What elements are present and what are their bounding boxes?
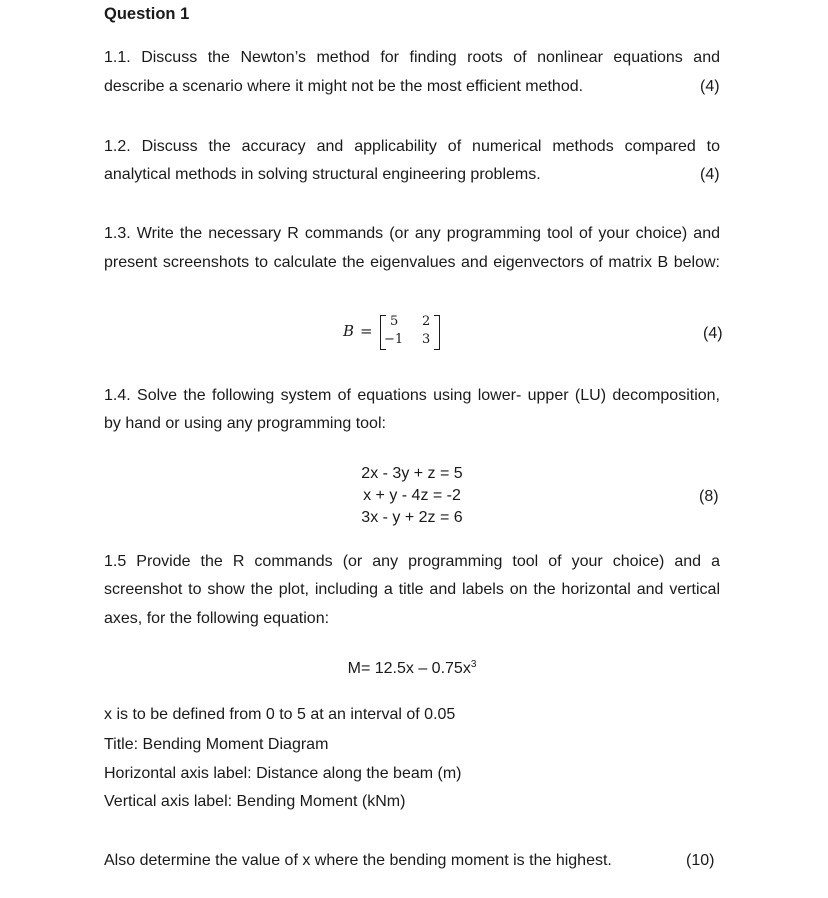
- detail-vertical-label: Vertical axis label: Bending Moment (kNm): [104, 793, 406, 810]
- q1-5-line3: axes, for the following equation:: [104, 610, 330, 627]
- matrix-equals: =: [360, 322, 373, 340]
- equation-exponent: 3: [470, 659, 477, 670]
- equation-3: 3x - y + 2z = 6: [361, 509, 463, 526]
- matrix-cell-r1c2: 2: [422, 314, 431, 329]
- equation-1: 2x - 3y + z = 5: [361, 465, 463, 482]
- q1-5-line2: screenshot to show the plot, including a title and labels on the horizontal and vertical: [104, 581, 720, 598]
- q1-4-line2: by hand or using any programming tool:: [104, 415, 386, 432]
- detail-horizontal-label: Horizontal axis label: Distance along the beam (m): [104, 765, 462, 782]
- q1-2-line1: 1.2. Discuss the accuracy and applicability of numerical methods compared to: [104, 138, 720, 155]
- equation-2: x + y - 4z = -2: [363, 487, 461, 504]
- equation-main: M= 12.5x – 0.75x: [347, 660, 471, 677]
- q1-5-final: Also determine the value of x where the bending moment is the highest.: [104, 852, 612, 869]
- q1-1-line2: describe a scenario where it might not be the most efficient method.: [104, 78, 584, 95]
- q1-3-marks: (4): [703, 325, 723, 342]
- q1-4-line1: 1.4. Solve the following system of equations using lower- upper (LU) decomposition,: [104, 387, 720, 404]
- matrix-cell-r2c1: −1: [384, 332, 404, 347]
- detail-x-range: x is to be defined from 0 to 5 at an interval of 0.05: [104, 706, 456, 723]
- bending-moment-equation: [0, 659, 826, 678]
- q1-3-line1: 1.3. Write the necessary R commands (or any programming tool of your choice) and: [104, 225, 720, 242]
- right-bracket: [434, 315, 440, 350]
- q1-4-marks: (8): [699, 488, 719, 505]
- q1-1-marks: (4): [700, 78, 720, 95]
- q1-3-line2: present screenshots to calculate the eigenvalues and eigenvectors of matrix B below:: [104, 254, 720, 271]
- q1-5-marks: (10): [686, 852, 715, 869]
- matrix-cell-r1c1: 5: [390, 314, 399, 329]
- matrix-grid: [380, 313, 440, 351]
- q1-2-line2: analytical methods in solving structural engineering problems.: [104, 166, 541, 183]
- q1-5-line1: 1.5 Provide the R commands (or any programming tool of your choice) and a: [104, 553, 720, 570]
- q1-1-line1: 1.1. Discuss the Newton’s method for finding roots of nonlinear equations and: [104, 49, 720, 66]
- detail-title: Title: Bending Moment Diagram: [104, 736, 329, 753]
- matrix-name: B: [343, 322, 355, 340]
- question-heading: Question 1: [104, 5, 190, 23]
- q1-2-marks: (4): [700, 166, 720, 183]
- matrix-cell-r2c2: 3: [422, 332, 431, 347]
